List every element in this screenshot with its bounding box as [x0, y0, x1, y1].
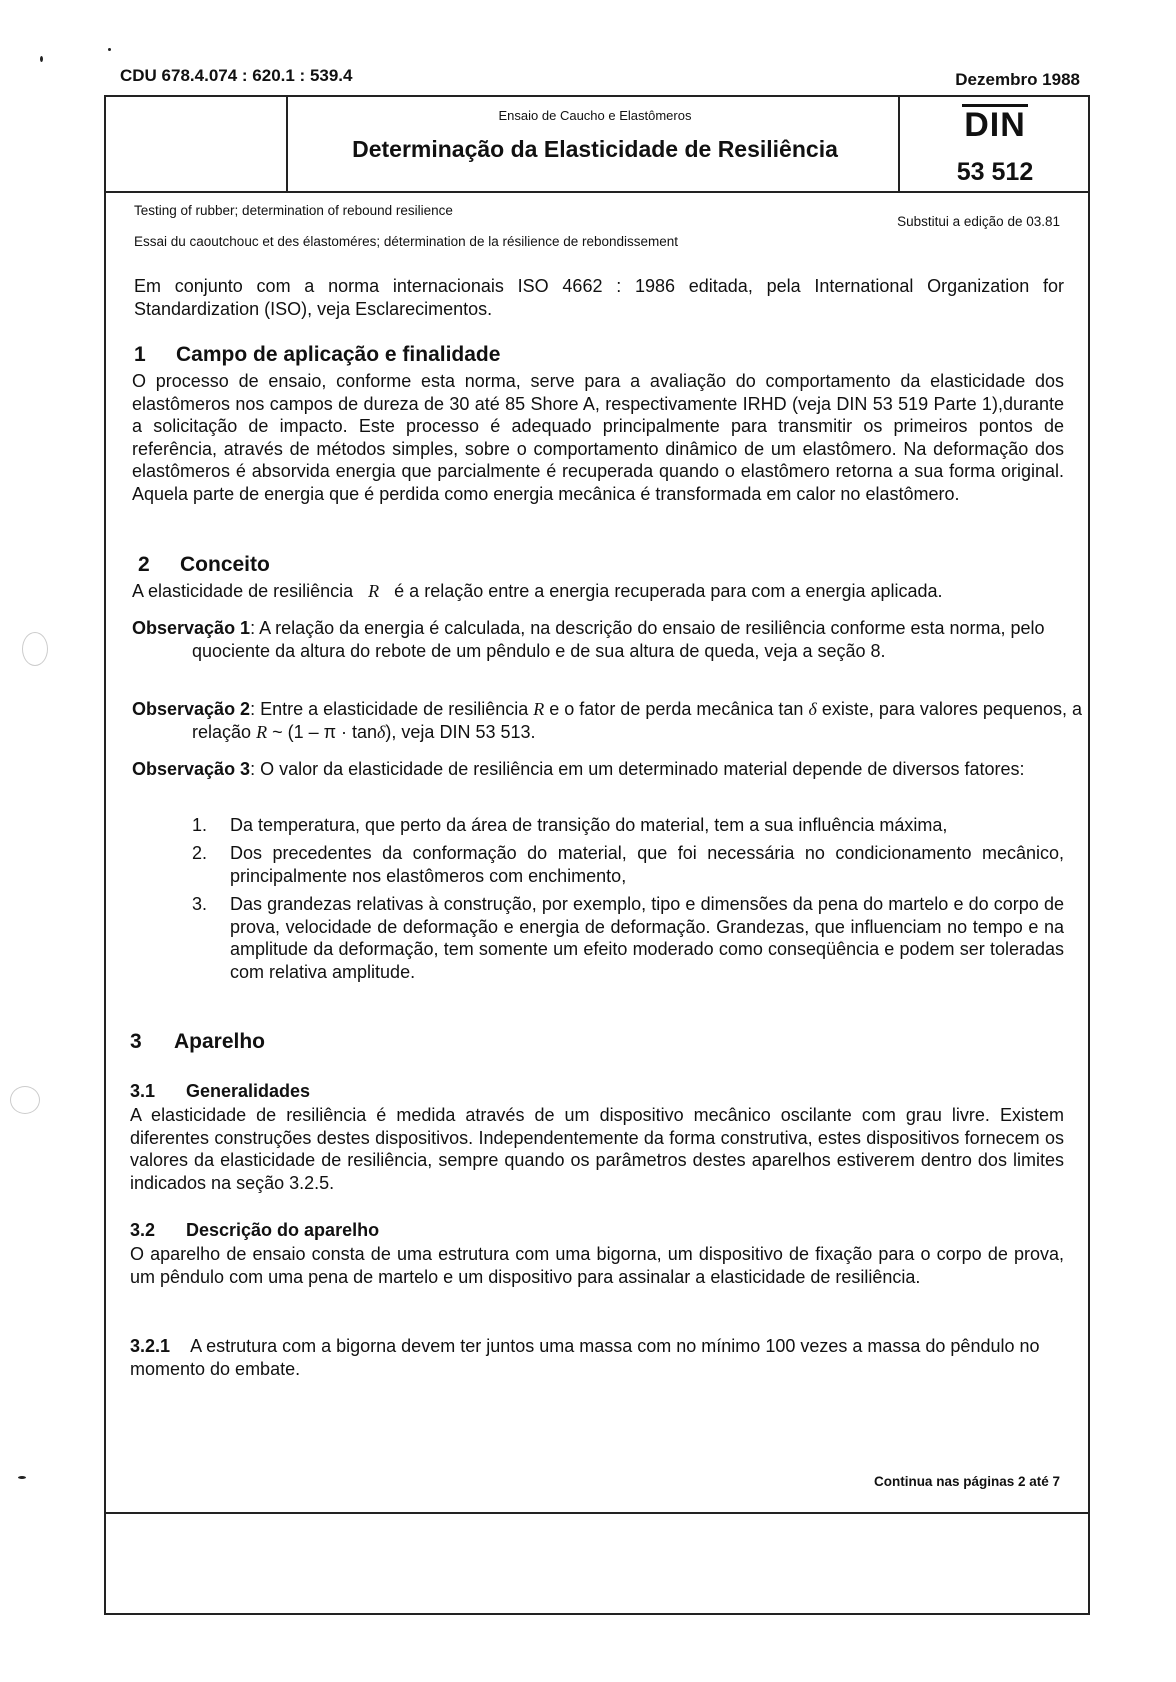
punch-hole: [22, 632, 48, 666]
definition-text-after: é a relação entre a energia recuperada para com a energia aplicada.: [394, 581, 943, 601]
section-3-1-title: Generalidades: [186, 1081, 311, 1101]
list-item: [192, 842, 1064, 887]
din-number: 53 512: [956, 158, 1034, 186]
note-2-formula-r: R: [256, 721, 268, 742]
french-title: Essai du caoutchouc et des élastoméres; détermination de la résilience de rebondissement: [134, 234, 679, 249]
note-2-symbol-r: R: [533, 699, 545, 719]
section-3-2-1-text: A estrutura com a bigorna devem ter juntos uma massa com no mínimo 100 vezes a massa do pêndulo no momento do embate.: [130, 1336, 1040, 1379]
punch-hole: [10, 1086, 40, 1114]
section-2-number: 2: [138, 553, 150, 576]
list-item-number: 2.: [192, 843, 208, 863]
scan-speck: [40, 56, 43, 62]
title-divider-left: [286, 95, 288, 191]
note-1-label: Observação 1: [132, 618, 251, 638]
scan-speck: [108, 48, 111, 51]
note-1: [132, 617, 1108, 662]
scan-speck: [18, 1476, 26, 1479]
section-3-1-number: 3.1: [130, 1081, 156, 1101]
symbol-r: R: [368, 581, 380, 601]
intro-paragraph: Em conjunto com a norma internacionais ISO 4662 : 1986 editada, pela International Organization for Standardization (ISO), veja Esclarecimentos.: [134, 276, 1064, 319]
section-3-2-1-number: 3.2.1: [130, 1336, 171, 1356]
note-2-part-d: ), veja DIN 53 513.: [385, 721, 536, 742]
english-title: Testing of rubber; determination of rebound resilience: [134, 203, 453, 218]
section-3-2-number: 3.2: [130, 1220, 156, 1240]
list-item: [192, 814, 1064, 837]
list-item-text: Das grandezas relativas à construção, por exemplo, tipo e dimensões da pena do martelo e do corpo de prova, velocidade de deformação e energia de deformação. Grandezas, que influenciam no tempo e na amplitude da deformação, tem somente um efeito moderado como conseqüência e podem ser toleradas com relativa amplitude.: [230, 894, 1064, 982]
note-3-label: Observação 3: [132, 759, 251, 779]
note-3-text: : O valor da elasticidade de resiliência em um determinado material depende de diversos fatores:: [250, 759, 1025, 779]
note-2-part-a: : Entre a elasticidade de resiliência: [250, 699, 529, 719]
din-logo-text: DIN: [964, 106, 1026, 144]
note-2-formula: ~ (1 – π · tan: [272, 721, 378, 742]
note-2-delta: δ: [808, 699, 817, 719]
section-3-2-text: O aparelho de ensaio consta de uma estrutura com uma bigorna, um dispositivo de fixação para o corpo de prova, um pêndulo com uma pena de martelo e um dispositivo para assinalar a elasticidade de resiliência.: [130, 1244, 1064, 1287]
note-1-text: : A relação da energia é calculada, na descrição do ensaio de resiliência conforme esta norma, pelo quociente da altura do rebote de um pêndulo e de sua altura de queda, veja a seção 8.: [192, 618, 1045, 661]
list-item-number: 1.: [192, 815, 208, 835]
page-title: Determinação da Elasticidade de Resiliência: [352, 136, 838, 162]
publication-date: Dezembro 1988: [955, 70, 1080, 89]
list-item-text: Da temperatura, que perto da área de transição do material, tem a sua influência máxima,: [230, 815, 948, 835]
section-2-title: Conceito: [180, 553, 270, 576]
footer-divider: [104, 1512, 1090, 1514]
section-3-2-title: Descrição do aparelho: [186, 1220, 380, 1240]
note-2-label: Observação 2: [132, 699, 251, 719]
replaces-edition: Substitui a edição de 03.81: [897, 214, 1060, 229]
continuation-note: Continua nas páginas 2 até 7: [873, 1474, 1060, 1489]
section-2-definition: [132, 580, 1064, 603]
cdu-code: CDU 678.4.074 : 620.1 : 539.4: [120, 66, 353, 85]
definition-text-before: A elasticidade de resiliência: [132, 581, 354, 601]
list-item-number: 3.: [192, 894, 208, 914]
section-1-text: O processo de ensaio, conforme esta norma, serve para a avaliação do comportamento da elasticidade dos elastômeros nos campos de dureza de 30 até 85 Shore A, respectivamente IRHD (veja DIN 53 519 Parte 1),durante a solicitação de impacto. Este processo é adequado principalmente para transmitir os primeiros pontos de referência, através de métodos simples, sobre o comportamento dinâmico de um elastômero. Na deformação dos elastômeros é absorvida energia que parcialmente é recuperada quando o elastômero retorna a sua forma original. Aquela parte de energia que é perdida como energia mecânica é transformada em calor no elastômero.: [132, 371, 1064, 504]
section-3-1-text: A elasticidade de resiliência é medida através de um dispositivo mecânico oscilante com grau livre. Existem diferentes construções destes dispositivos. Independentemente da forma construtiva, estes dispositivos fornecem os valores da elasticidade de resiliência, sempre quando os parâmetros destes aparelhos estiverem dentro dos limites indicados na seção 3.2.5.: [130, 1105, 1064, 1193]
note-2-formula-delta: δ: [377, 721, 386, 742]
note-3: [132, 758, 1042, 781]
document-subtitle: Ensaio de Caucho e Elastômeros: [498, 108, 692, 123]
section-1-title: Campo de aplicação e finalidade: [176, 343, 501, 366]
note-2-part-b: e o fator de perda mecânica tan: [549, 699, 804, 719]
section-1-number: 1: [134, 343, 146, 366]
list-item: [192, 893, 1064, 983]
section-3-number: 3: [130, 1030, 142, 1053]
note-2: [132, 698, 1108, 743]
note-2-part-c: existe, para valores pequenos, a relação: [192, 699, 1083, 742]
section-3-2-1: [130, 1335, 1064, 1380]
section-3-title: Aparelho: [174, 1030, 266, 1053]
list-item-text: Dos precedentes da conformação do material, que foi necessária no condicionamento mecânico, principalmente nos elastômeros com enchimento,: [230, 843, 1064, 886]
din-logo: [900, 104, 1090, 145]
